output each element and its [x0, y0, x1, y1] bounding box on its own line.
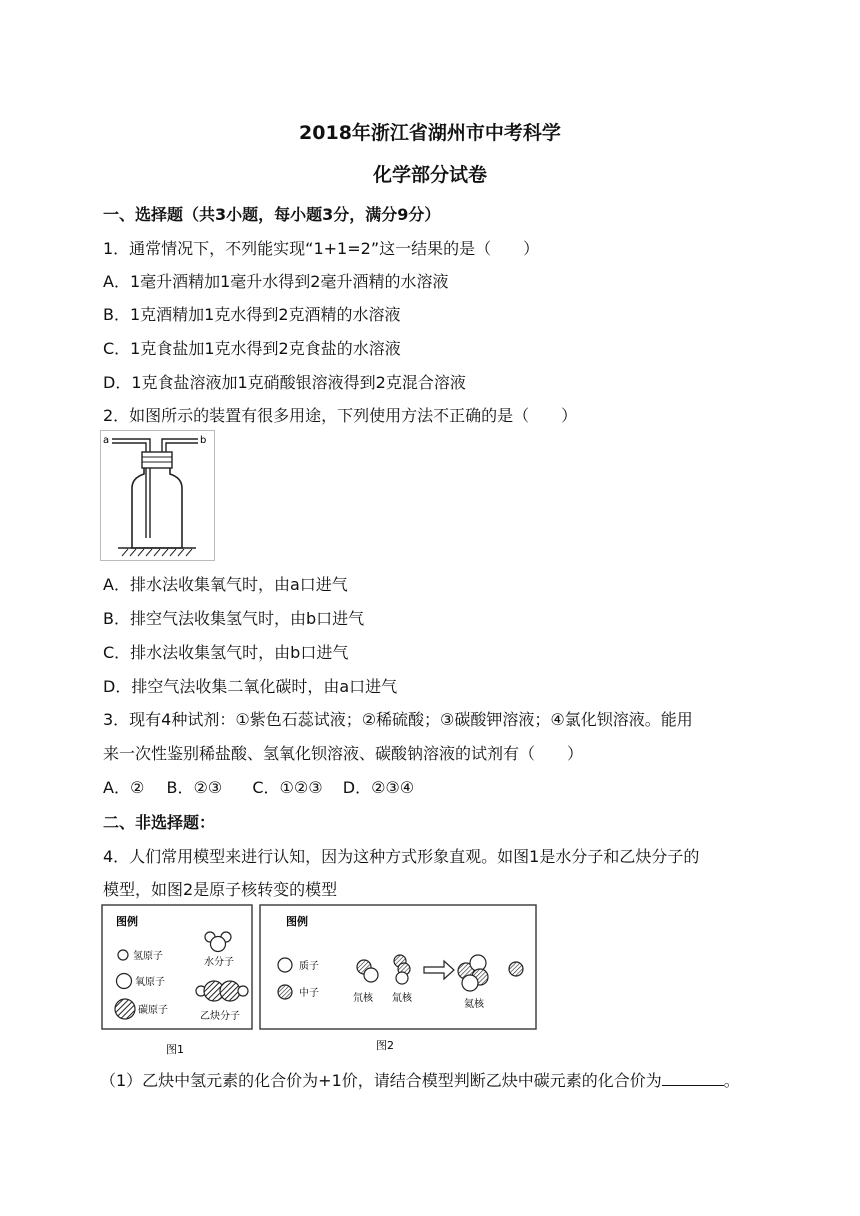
fig2-deuterium-label: 氘核: [353, 993, 373, 1004]
fig1-water-label: 水分子: [204, 957, 234, 968]
proton-icon: [278, 958, 292, 972]
q1-stem: 1．通常情况下，不列能实现“1+1=2”这一结果的是（ ）: [103, 239, 540, 258]
q2-option-a: A．排水法收集氧气时，由a口进气: [103, 575, 348, 594]
q3-stem-line1: 3．现有4种试剂：①紫色石蕊试液；②稀硫酸；③碳酸钾溶液；④氯化钡溶液。能用: [103, 710, 693, 729]
page-title: 2018年浙江省湖州市中考科学: [299, 122, 561, 144]
q3-option-a: A．②: [103, 778, 145, 797]
q4-sub1-text: （1）乙炔中氢元素的化合价为+1价，请结合模型判断乙炔中碳元素的化合价为: [100, 1071, 662, 1090]
oxygen-atom-icon: [117, 974, 132, 989]
q2-stem: 2．如图所示的装置有很多用途，下列使用方法不正确的是（ ）: [103, 406, 578, 425]
page-subtitle: 化学部分试卷: [372, 164, 487, 186]
q2-option-b: B．排空气法收集氢气时，由b口进气: [103, 609, 365, 628]
free-neutron-icon: [509, 962, 523, 976]
section-heading-choice: 一、选择题（共3小题，每小题3分，满分9分）: [103, 205, 441, 224]
figure-1: [102, 905, 252, 1056]
q2-option-c: C．排水法收集氢气时，由b口进气: [103, 643, 349, 662]
molecule-nucleus-figures: [100, 903, 540, 1058]
q3-stem-line2: 来一次性鉴别稀盐酸、氢氧化钡溶液、碳酸钠溶液的试剂有（ ）: [103, 744, 584, 763]
water-molecule-icon: [205, 932, 231, 952]
q1-option-d: D．1克食盐溶液加1克硝酸银溶液得到2克混合溶液: [103, 373, 466, 392]
fig1-acetylene-label: 乙炔分子: [200, 1011, 240, 1022]
q3-option-b: B．②③: [166, 778, 223, 797]
fig1-hydrogen-label: 氢原子: [133, 951, 163, 962]
section-heading-nonchoice: 二、非选择题：: [103, 813, 216, 832]
q4-stem-line1: 4．人们常用模型来进行认知，因为这种方式形象直观。如图1是水分子和乙炔分子的: [103, 847, 700, 866]
fig2-neutron-label: 中子: [299, 988, 319, 999]
answer-blank[interactable]: [662, 1071, 724, 1086]
fig2-caption: 图2: [376, 1039, 394, 1052]
fig1-oxygen-label: 氧原子: [135, 977, 165, 988]
fig2-legend-title: 图例: [286, 915, 308, 928]
carbon-atom-icon: [115, 999, 135, 1019]
neutron-icon: [278, 985, 292, 999]
fig1-caption: 图1: [166, 1043, 184, 1056]
q3-option-d: D．②③④: [342, 778, 415, 797]
q4-stem-line2: 模型，如图2是原子核转变的模型: [103, 880, 338, 899]
helium-nucleus-icon: [458, 955, 488, 991]
fig2-helium-label: 氦核: [464, 999, 484, 1010]
q4-sub1: [100, 1068, 740, 1091]
tritium-nucleus-icon: [394, 955, 410, 984]
q1-option-c: C．1克食盐加1克水得到2克食盐的水溶液: [103, 339, 401, 358]
q1-option-b: B．1克酒精加1克水得到2克酒精的水溶液: [103, 305, 401, 324]
label-b: b: [200, 435, 207, 446]
hydrogen-atom-icon: [118, 950, 128, 960]
q3-option-c: C．①②③: [252, 778, 323, 797]
figure-2: [260, 905, 536, 1052]
fig1-legend-title: 图例: [116, 915, 138, 928]
q1-option-a: A．1毫升酒精加1毫升水得到2毫升酒精的水溶液: [103, 272, 449, 291]
fig1-carbon-label: 碳原子: [138, 1005, 168, 1016]
label-a: a: [103, 435, 110, 446]
fig2-tritium-label: 氚核: [392, 993, 412, 1004]
q3-options: [103, 775, 414, 798]
q4-sub1-end: 。: [723, 1071, 740, 1090]
deuterium-nucleus-icon: [357, 960, 378, 982]
arrow-right-icon: [424, 961, 454, 979]
fig2-proton-label: 质子: [299, 961, 319, 972]
gas-bottle-figure: [100, 430, 216, 562]
q2-option-d: D．排空气法收集二氧化碳时，由a口进气: [103, 677, 398, 696]
acetylene-molecule-icon: [196, 981, 248, 1001]
